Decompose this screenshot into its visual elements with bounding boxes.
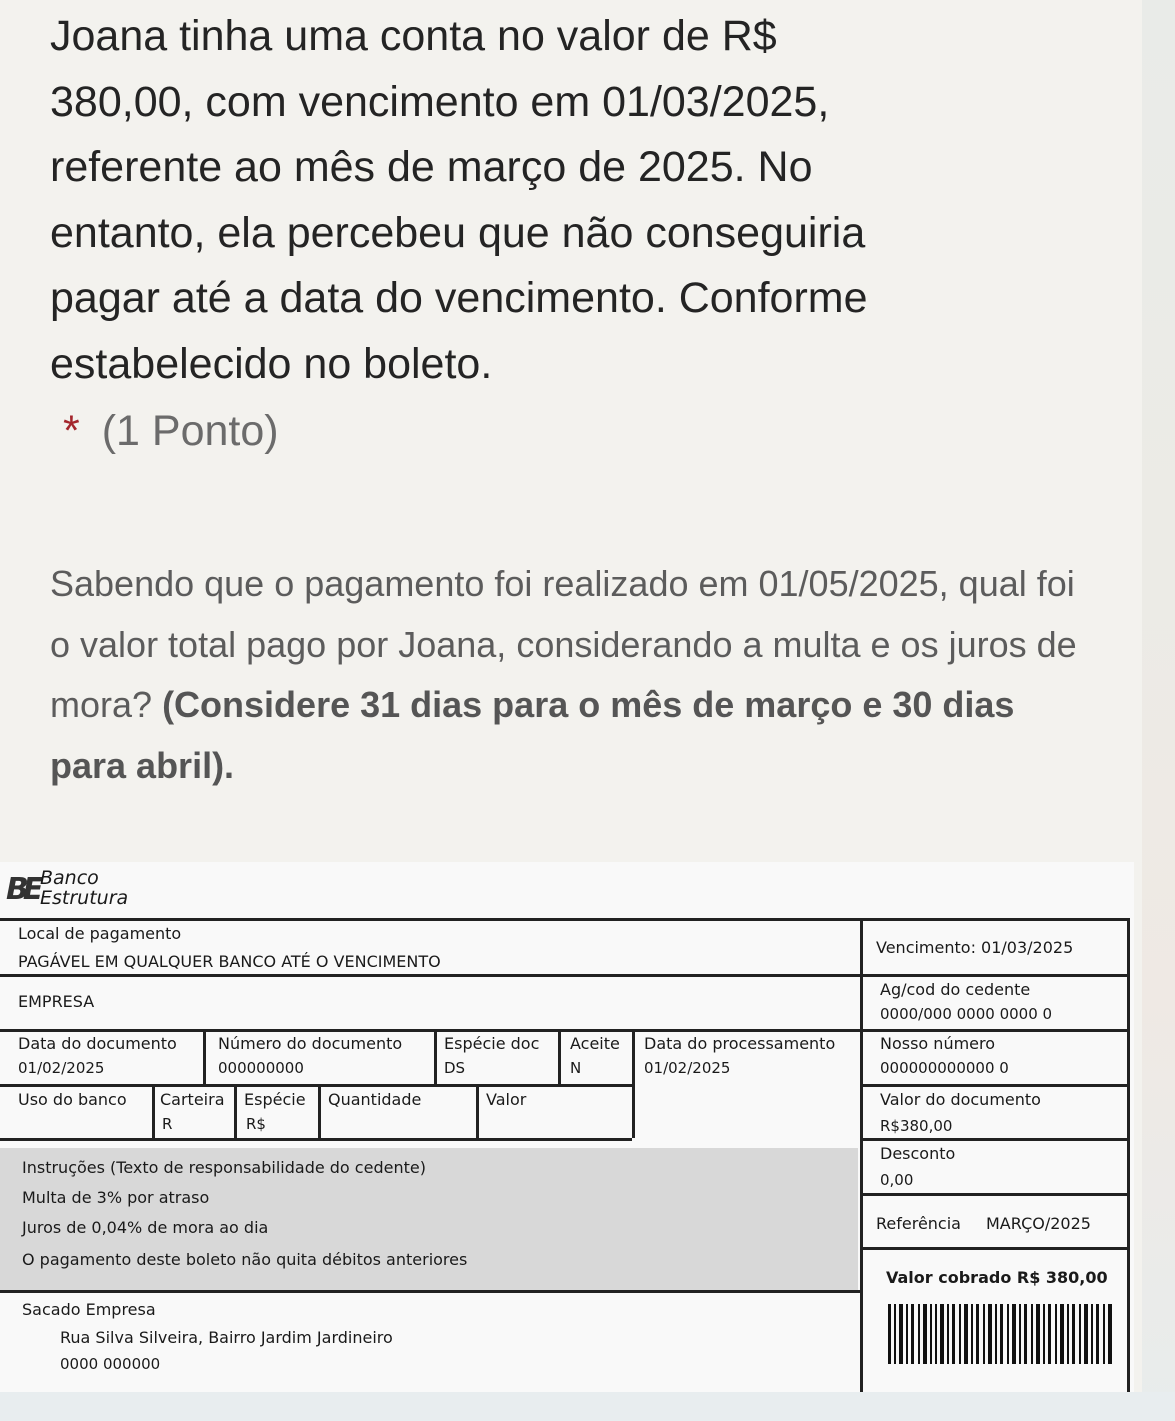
- aceite-value: N: [570, 1059, 582, 1077]
- desconto-value: 0,00: [880, 1171, 914, 1189]
- rule: [203, 1029, 206, 1084]
- referencia-value: MARÇO/2025: [986, 1214, 1091, 1233]
- bank-name: [40, 868, 128, 908]
- agcod-label: Ag/cod do cedente: [880, 980, 1031, 999]
- rule: [0, 1290, 862, 1293]
- carteira-value: R: [162, 1115, 173, 1133]
- question-line: estabelecido no boleto.: [50, 339, 493, 388]
- rule: [0, 1138, 632, 1141]
- carteira-label: Carteira: [160, 1090, 225, 1109]
- bank-name-line: Banco: [40, 867, 99, 889]
- bank-logo-icon: BE: [6, 872, 38, 907]
- valor-documento-label: Valor do documento: [880, 1090, 1041, 1109]
- numero-documento-label: Número do documento: [218, 1034, 403, 1053]
- rule: [0, 918, 1130, 921]
- rule: [234, 1084, 237, 1138]
- background-strip-right: [1142, 0, 1175, 1421]
- numero-documento-value: 000000000: [218, 1059, 304, 1077]
- nosso-numero-label: Nosso número: [880, 1034, 996, 1053]
- desconto-label: Desconto: [880, 1144, 956, 1163]
- sacado-codigo: 0000 000000: [60, 1355, 161, 1373]
- subtext-bold: (Considere 31 dias para o mês de março e 30 dias para abril).: [50, 684, 1015, 786]
- rule: [862, 1247, 1130, 1250]
- points-line: [63, 400, 279, 462]
- sacado-endereco: Rua Silva Silveira, Bairro Jardim Jardineiro: [60, 1328, 393, 1347]
- question-text: [50, 4, 1050, 397]
- instrucao-multa: Multa de 3% por atraso: [22, 1188, 210, 1207]
- sacado-label: Sacado Empresa: [22, 1300, 156, 1319]
- barcode: [888, 1304, 1114, 1364]
- rule: [862, 1193, 1130, 1196]
- nosso-numero-value: 000000000000 0: [880, 1059, 1009, 1077]
- local-pagamento-value: PAGÁVEL EM QUALQUER BANCO ATÉ O VENCIMENTO: [18, 952, 441, 971]
- rule: [0, 1084, 632, 1087]
- instrucoes-label: Instruções (Texto de responsabilidade do cedente): [22, 1158, 426, 1177]
- vencimento: Vencimento: 01/03/2025: [876, 938, 1074, 957]
- rule: [476, 1084, 479, 1138]
- instrucao-debitos: O pagamento deste boleto não quita débitos anteriores: [22, 1250, 468, 1269]
- background-strip-bottom: [0, 1392, 1175, 1421]
- points-label: (1 Ponto): [101, 407, 279, 455]
- data-processamento-label: Data do processamento: [644, 1034, 836, 1053]
- aceite-label: Aceite: [570, 1034, 620, 1053]
- referencia-label: Referência: [876, 1214, 961, 1233]
- question-line: entanto, ela percebeu que não conseguiria: [50, 208, 866, 257]
- agcod-value: 0000/000 0000 0000 0: [880, 1005, 1053, 1023]
- valor-documento-value: R$380,00: [880, 1117, 953, 1135]
- data-documento-label: Data do documento: [18, 1034, 177, 1053]
- instrucao-juros: Juros de 0,04% de mora ao dia: [22, 1218, 269, 1237]
- rule: [318, 1084, 321, 1138]
- especie-doc-value: DS: [444, 1059, 466, 1077]
- especie-value: R$: [246, 1115, 266, 1133]
- rule: [632, 1029, 635, 1138]
- rule: [0, 1029, 1130, 1032]
- valor-cobrado: Valor cobrado R$ 380,00: [886, 1268, 1108, 1287]
- rule: [862, 1138, 1130, 1141]
- rule: [1127, 918, 1130, 1392]
- rule: [434, 1029, 437, 1084]
- question-subtext: [50, 554, 1100, 796]
- rule: [558, 1029, 561, 1084]
- boleto-image: [0, 862, 1134, 1392]
- rule: [0, 974, 1130, 977]
- rule: [860, 918, 863, 1392]
- especie-doc-label: Espécie doc: [444, 1034, 540, 1053]
- uso-banco-label: Uso do banco: [18, 1090, 127, 1109]
- subtext-normal: Sabendo que o pagamento foi realizado em 01/05/2025, qual foi o valor total pago por Joana, considerando a multa e os juros de mora?: [50, 563, 1077, 725]
- question-line: 380,00, com vencimento em 01/03/2025,: [50, 77, 830, 126]
- rule: [862, 1084, 1130, 1087]
- especie-label: Espécie: [244, 1090, 306, 1109]
- data-documento-value: 01/02/2025: [18, 1059, 105, 1077]
- required-marker: *: [63, 407, 80, 455]
- empresa: EMPRESA: [18, 992, 95, 1011]
- rule: [152, 1084, 155, 1138]
- data-processamento-value: 01/02/2025: [644, 1059, 731, 1077]
- bank-name-line: Estrutura: [40, 887, 129, 909]
- question-line: pagar até a data do vencimento. Conforme: [50, 274, 868, 322]
- local-pagamento-label: Local de pagamento: [18, 924, 182, 943]
- question-line: referente ao mês de março de 2025. No: [50, 143, 813, 191]
- question-line: Joana tinha uma conta no valor de R$: [50, 12, 777, 60]
- quantidade-label: Quantidade: [328, 1090, 422, 1109]
- valor-label: Valor: [486, 1090, 527, 1109]
